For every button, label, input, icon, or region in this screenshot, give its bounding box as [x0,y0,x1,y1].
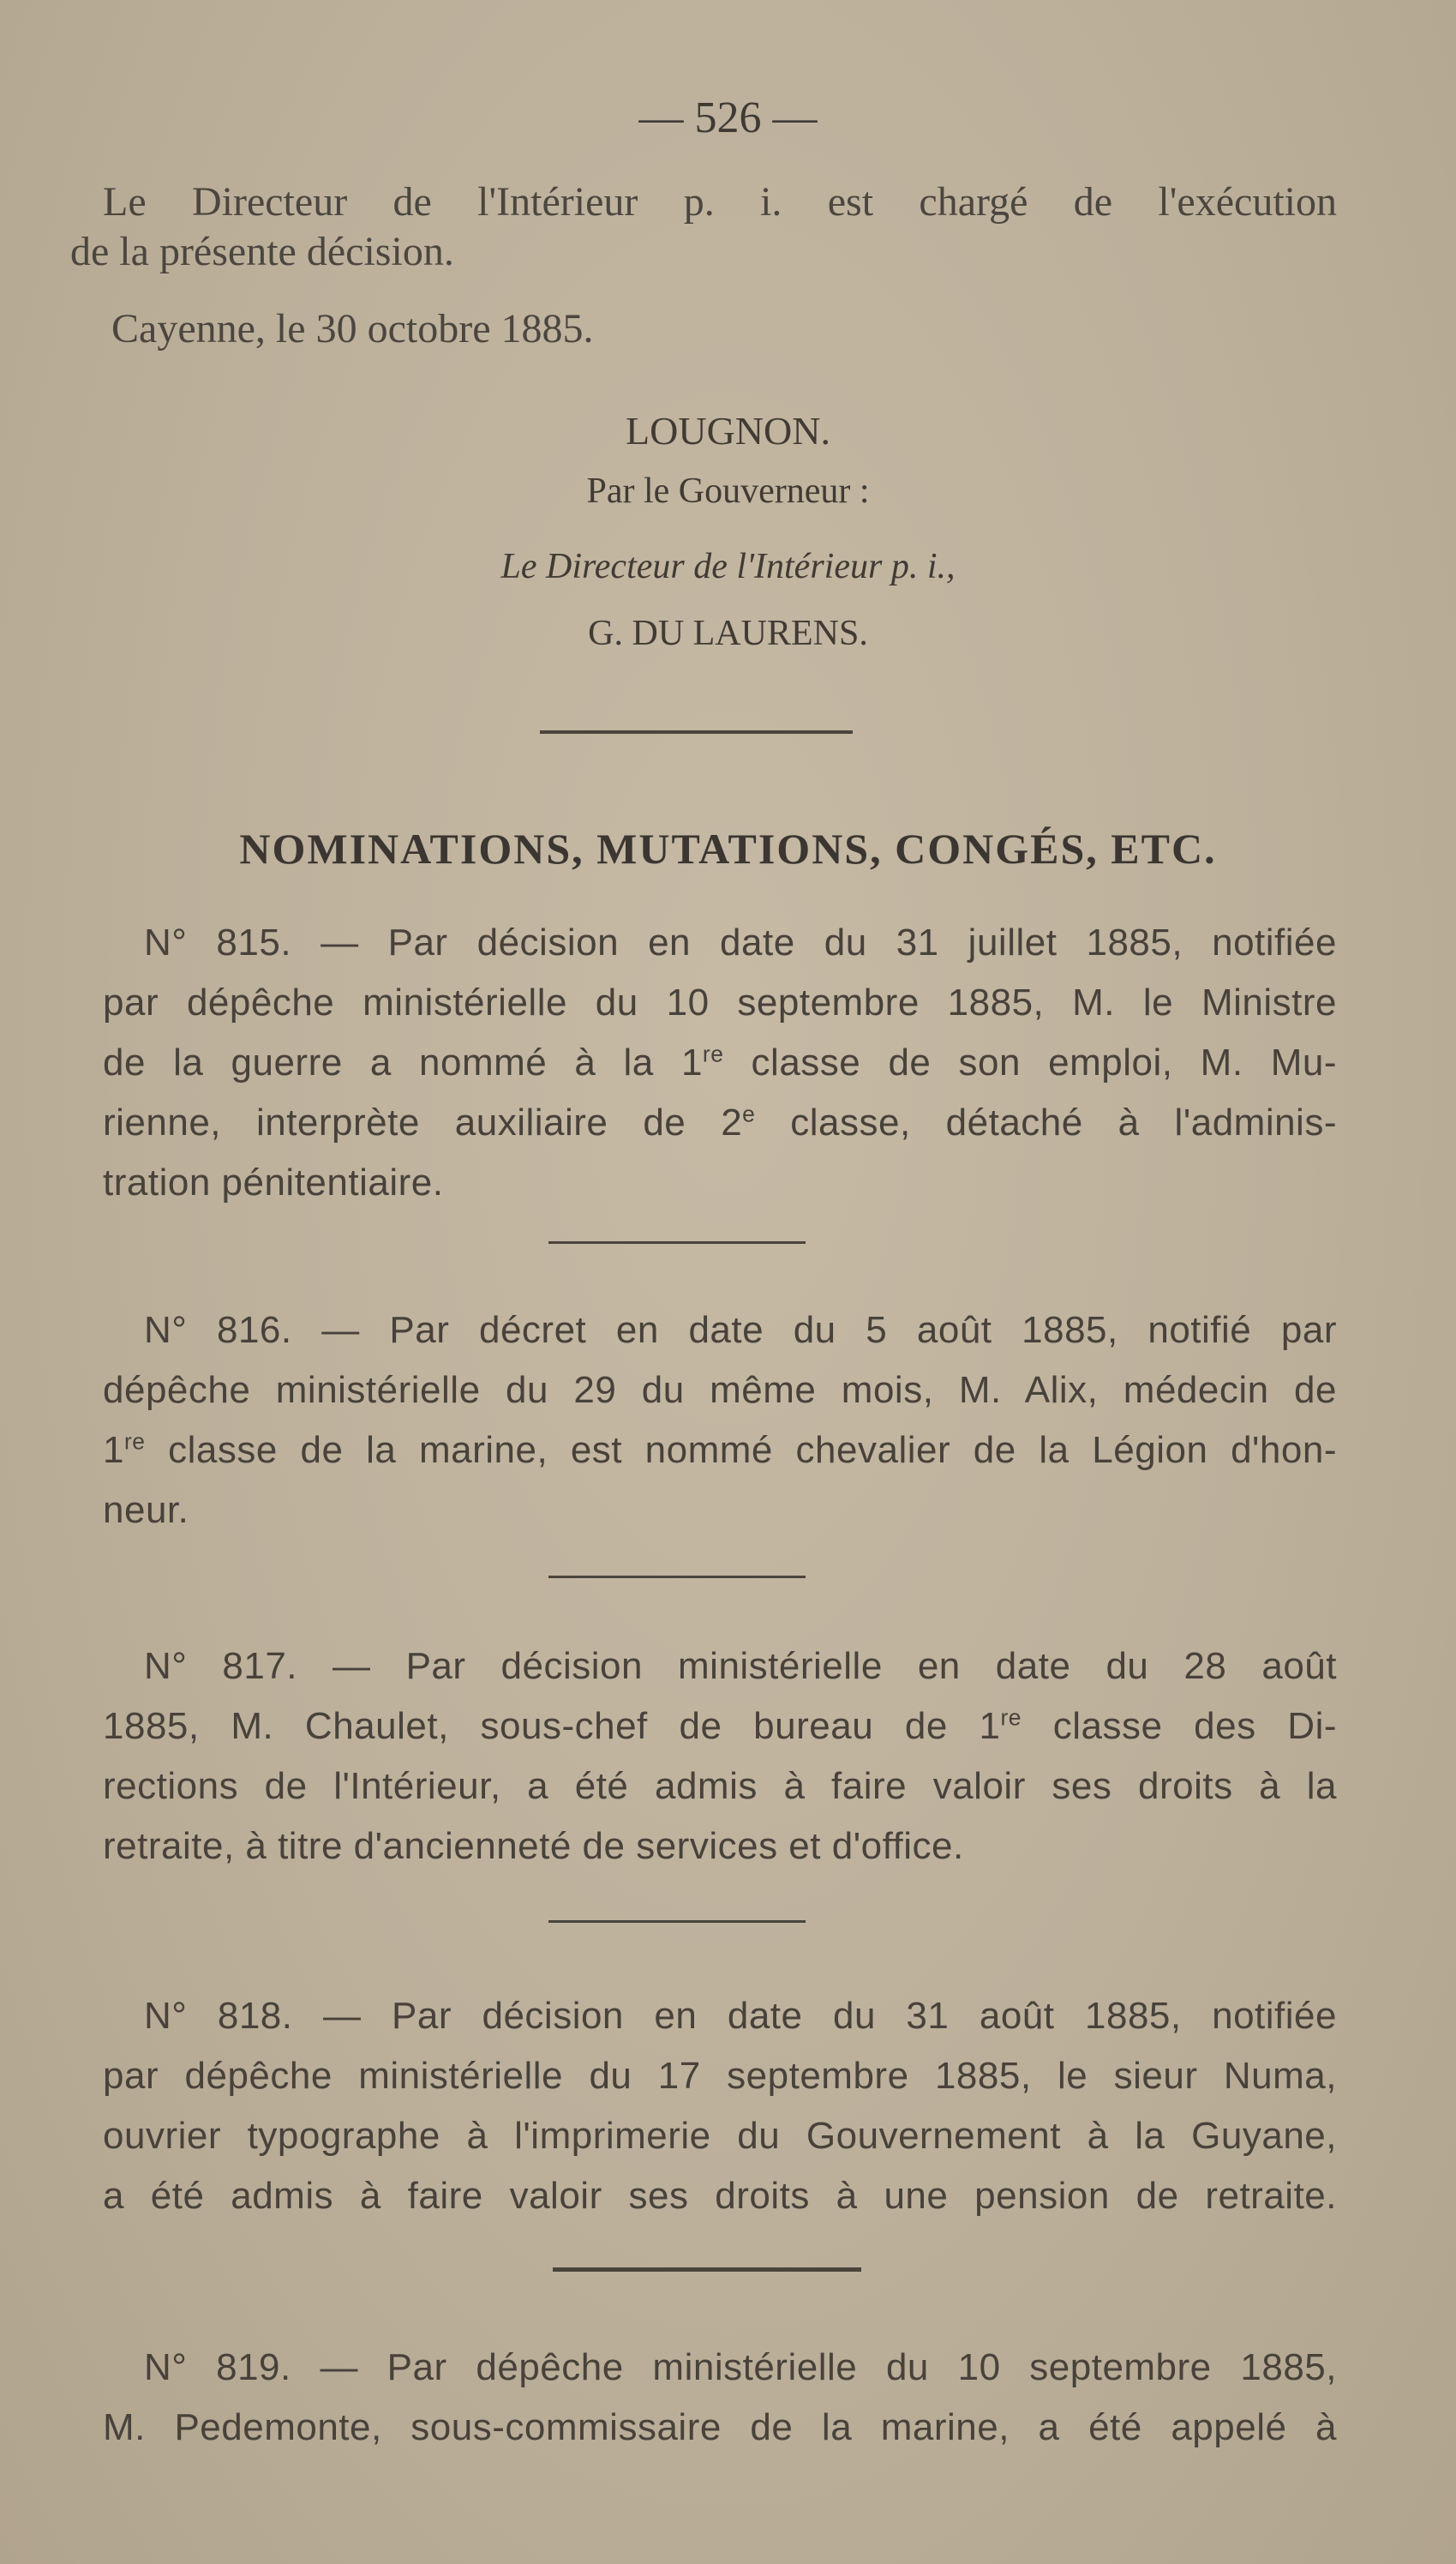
entry-818-line-4: a été admis à faire valoir ses droits à une pension de retraite. [103,2175,1337,2217]
entry-816-line-2: dépêche ministérielle du 29 du même mois, M. Alix, médecin de [103,1369,1337,1411]
signature-by: Par le Gouverneur : [586,471,870,511]
entry-817-line-3: rections de l'Intérieur, a été admis à faire valoir ses droits à la [103,1765,1337,1807]
divider-rule [548,1576,806,1578]
signature-signer: G. DU LAURENS. [588,614,868,653]
signature-role: Le Directeur de l'Intérieur p. i., [500,547,956,586]
entry-815-line-2: par dépêche ministérielle du 10 septembre 1885, M. le Ministre [103,982,1337,1024]
entry-816-line-4: neur. [103,1489,189,1531]
entry-817-line-1: N° 817. — Par décision ministérielle en date du 28 août [144,1645,1337,1687]
entry-815-line-4: rienne, interprète auxiliaire de 2e classe, détaché à l'adminis- [103,1101,1337,1144]
divider-rule [548,1920,806,1923]
entry-815-line-5: tration pénitentiaire. [103,1162,444,1204]
divider-rule [540,730,853,734]
entry-816-line-1: N° 816. — Par décret en date du 5 août 1885, notifié par [144,1309,1337,1351]
entry-815-line-3: de la guerre a nommé à la 1re classe de son emploi, M. Mu- [103,1041,1337,1084]
entry-818-line-1: N° 818. — Par décision en date du 31 août 1885, notifiée [144,1995,1337,2037]
entry-819-line-2: M. Pedemonte, sous-commissaire de la marine, a été appelé à [103,2406,1337,2448]
entry-818-line-3: ouvrier typographe à l'imprimerie du Gouvernement à la Guyane, [103,2115,1337,2157]
entry-817-line-2: 1885, M. Chaulet, sous-chef de bureau de 1re classe des Di- [103,1704,1337,1747]
entry-818-line-2: par dépêche ministérielle du 17 septembre 1885, le sieur Numa, [103,2055,1337,2097]
section-title: NOMINATIONS, MUTATIONS, CONGÉS, ETC. [239,825,1217,873]
divider-rule [553,2267,861,2272]
decision-line-1: Le Directeur de l'Intérieur p. i. est chargé de l'exécution [103,179,1337,225]
entry-819-line-1: N° 819. — Par dépêche ministérielle du 10 septembre 1885, [144,2346,1337,2388]
entry-815-line-1: N° 815. — Par décision en date du 31 juillet 1885, notifiée [144,922,1337,964]
decision-date: Cayenne, le 30 octobre 1885. [111,306,594,351]
entry-816-line-3: 1re classe de la marine, est nommé chevalier de la Légion d'hon- [103,1428,1337,1471]
page-number: — 526 — [638,93,818,142]
entry-817-line-4: retraite, à titre d'ancienneté de services et d'office. [103,1825,964,1867]
decision-line-2: de la présente décision. [70,229,454,274]
divider-rule [548,1241,806,1244]
signature-name: LOUGNON. [626,409,830,453]
